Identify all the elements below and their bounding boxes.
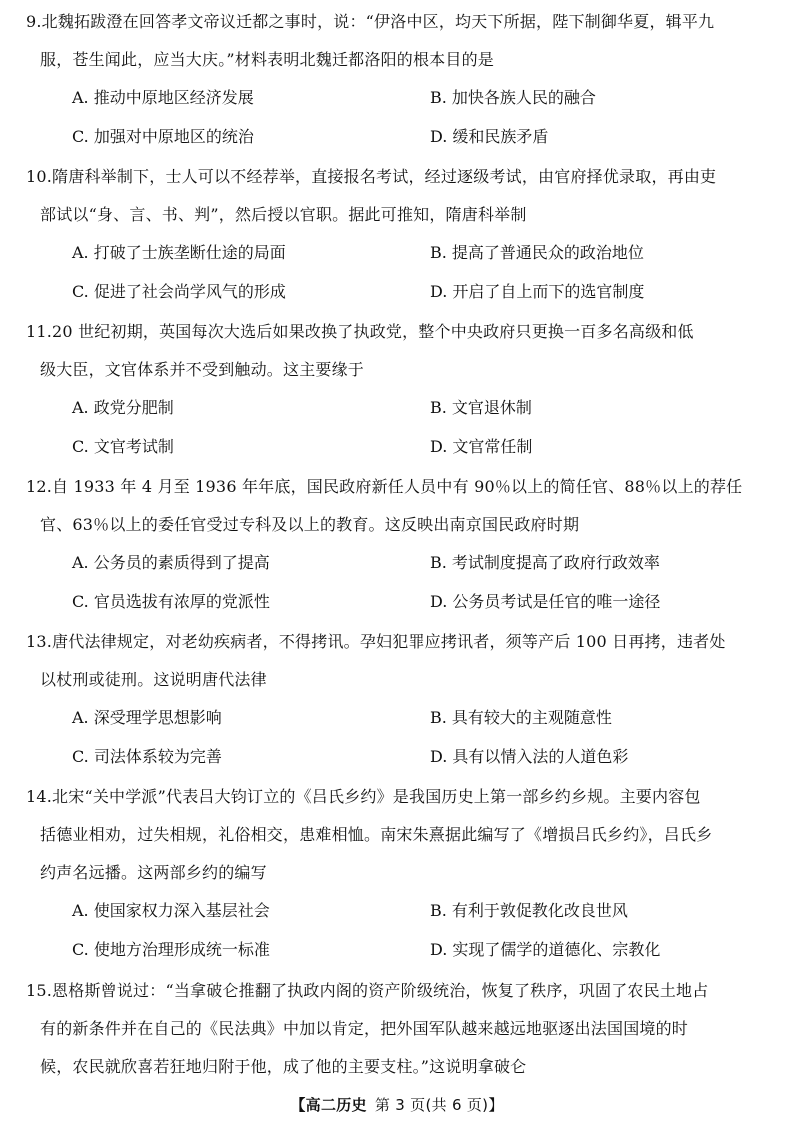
option-c: C. 官员选拔有浓厚的党派性 [72, 591, 270, 611]
option-b: B. 有利于敦促教化改良世风 [430, 901, 628, 920]
question-13 [26, 623, 766, 776]
question-stem-line: 服，苍生闻此，应当大庆。”材料表明北魏迁都洛阳的根本目的是 [40, 50, 494, 69]
option-a: A. 政党分肥制 [72, 398, 174, 417]
question-11 [26, 313, 766, 466]
option-d: D. 缓和民族矛盾 [430, 126, 549, 146]
question-stem-line: 9.北魏拓跋澄在回答孝文帝议迁都之事时，说：“伊洛中区，均天下所据，陛下制御华夏，辑平九 [26, 12, 715, 31]
question-15 [26, 972, 766, 1086]
question-stem-line: 11.20 世纪初期，英国每次大选后如果改换了执政党，整个中央政府只更换一百多名高级和低 [26, 322, 694, 341]
option-grid [72, 892, 766, 969]
option-grid [72, 234, 766, 311]
question-stem-line: 级大臣，文官体系并不受到触动。这主要缘于 [40, 360, 365, 379]
option-b: B. 文官退休制 [430, 398, 532, 417]
option-a: A. 深受理学思想影响 [72, 708, 222, 727]
option-b: B. 提高了普通民众的政治地位 [430, 243, 644, 262]
question-stem-line: 以杖刑或徒刑。这说明唐代法律 [40, 670, 267, 689]
question-stem-line: 括德业相劝，过失相规，礼俗相交，患难相恤。南宋朱熹据此编写了《增损吕氏乡约》，吕氏乡 [40, 825, 713, 844]
option-d: D. 实现了儒学的道德化、宗教化 [430, 939, 661, 959]
question-stem-line: 约声名远播。这两部乡约的编写 [40, 863, 267, 882]
question-stem-line: 有的新条件并在自己的《民法典》中加以肯定，把外国军队越来越远地驱逐出法国国境的时 [40, 1019, 689, 1038]
footer-page-info: 第 3 页(共 6 页)】 [374, 1096, 504, 1114]
option-grid [72, 79, 766, 156]
option-c: C. 文官考试制 [72, 436, 174, 456]
option-c: C. 使地方治理形成统一标准 [72, 939, 270, 959]
question-stem-line: 部试以“身、言、书、判”，然后授以官职。据此可推知，隋唐科举制 [40, 205, 527, 224]
option-grid [72, 544, 766, 621]
question-stem-line: 13.唐代法律规定，对老幼疾病者，不得拷讯。孕妇犯罪应拷讯者，须等产后 100 日再拷，违者处 [26, 632, 726, 651]
option-d: D. 具有以情入法的人道色彩 [430, 746, 629, 766]
question-14 [26, 778, 766, 969]
option-grid [72, 699, 766, 776]
option-c: C. 加强对中原地区的统治 [72, 126, 254, 146]
question-stem-line: 15.恩格斯曾说过：“当拿破仑推翻了执政内阁的资产阶级统治，恢复了秩序，巩固了农民土地占 [26, 981, 709, 1000]
option-a: A. 使国家权力深入基层社会 [72, 901, 270, 920]
question-stem-line: 10.隋唐科举制下，士人可以不经荐举，直接报名考试，经过逐级考试，由官府择优录取，再由吏 [26, 167, 717, 186]
option-c: C. 司法体系较为完善 [72, 746, 222, 766]
question-10 [26, 158, 766, 311]
option-b: B. 具有较大的主观随意性 [430, 708, 612, 727]
option-a: A. 公务员的素质得到了提高 [72, 553, 270, 572]
option-a: A. 推动中原地区经济发展 [72, 88, 254, 107]
option-a: A. 打破了士族垄断仕途的局面 [72, 243, 286, 262]
option-d: D. 文官常任制 [430, 436, 533, 456]
question-stem-line: 候，农民就欣喜若狂地归附于他，成了他的主要支柱。”这说明拿破仑 [40, 1057, 527, 1076]
question-stem-line: 官、63％以上的委任官受过专科及以上的教育。这反映出南京国民政府时期 [40, 515, 580, 534]
option-d: D. 开启了自上而下的选官制度 [430, 281, 645, 301]
option-d: D. 公务员考试是任官的唯一途径 [430, 591, 661, 611]
question-12 [26, 468, 766, 621]
footer-subject: 【高二历史 [290, 1096, 367, 1114]
option-grid [72, 389, 766, 466]
question-stem-line: 14.北宋“关中学派”代表吕大钧订立的《吕氏乡约》是我国历史上第一部乡约乡规。主要内容包 [26, 787, 701, 806]
page-footer [0, 1094, 794, 1115]
option-b: B. 加快各族人民的融合 [430, 88, 596, 107]
question-stem-line: 12.自 1933 年 4 月至 1936 年年底，国民政府新任人员中有 90％以上的简任官、88％以上的荐任 [26, 477, 743, 496]
option-c: C. 促进了社会尚学风气的形成 [72, 281, 286, 301]
option-b: B. 考试制度提高了政府行政效率 [430, 553, 660, 572]
question-9 [26, 3, 766, 156]
